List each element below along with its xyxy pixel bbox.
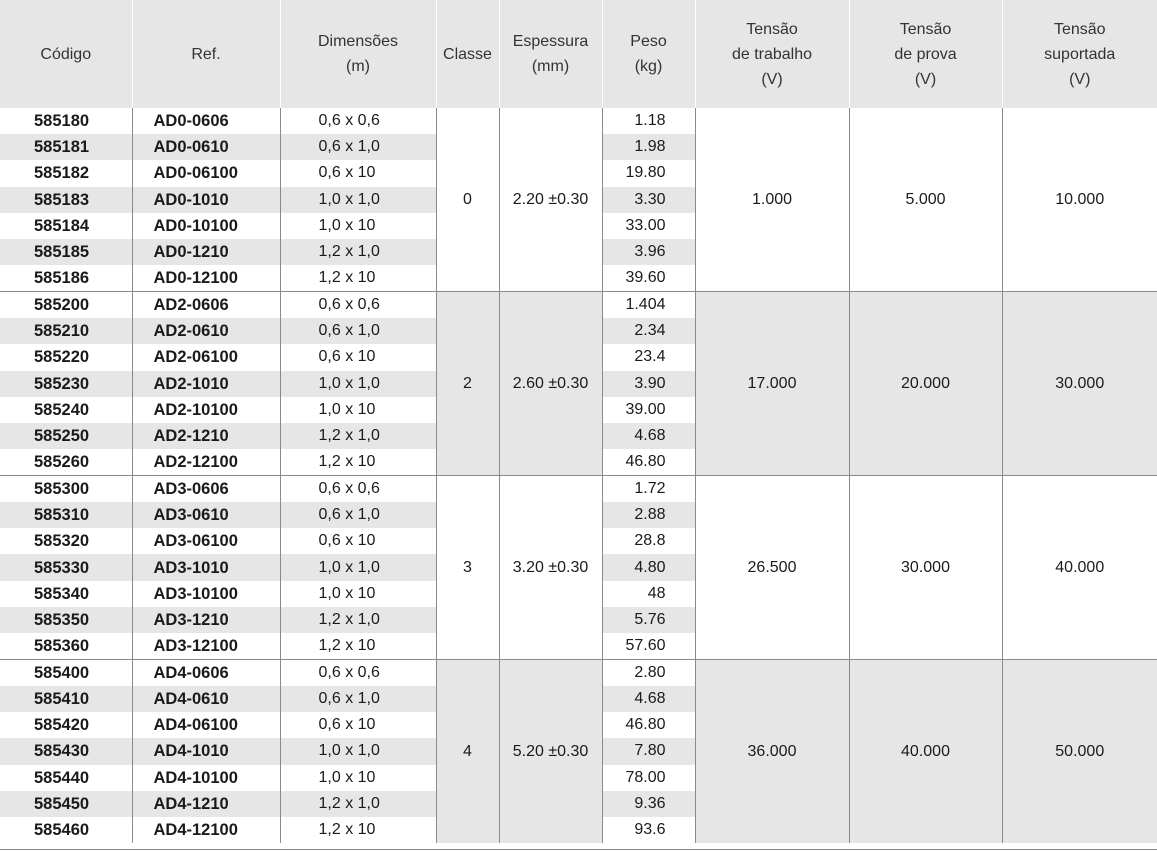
cell-codigo: 585184 <box>0 213 132 239</box>
cell-peso: 46.80 <box>602 712 695 738</box>
cell-espessura: 2.60 ±0.30 <box>499 292 602 476</box>
cell-dimensoes: 1,2 x 10 <box>280 817 436 843</box>
class-group <box>0 108 1157 292</box>
table-row <box>0 108 1157 134</box>
cell-dimensoes: 0,6 x 1,0 <box>280 134 436 160</box>
cell-peso: 4.68 <box>602 686 695 712</box>
cell-dimensoes: 1,0 x 10 <box>280 397 436 423</box>
cell-codigo: 585320 <box>0 528 132 554</box>
cell-ref: AD3-0606 <box>132 476 280 503</box>
cell-tensao-suportada: 40.000 <box>1002 476 1157 660</box>
cell-dimensoes: 1,0 x 10 <box>280 213 436 239</box>
cell-dimensoes: 0,6 x 10 <box>280 528 436 554</box>
cell-dimensoes: 1,2 x 1,0 <box>280 423 436 449</box>
cell-ref: AD3-0610 <box>132 502 280 528</box>
cell-ref: AD4-0610 <box>132 686 280 712</box>
cell-tensao-trabalho: 1.000 <box>695 108 849 292</box>
cell-codigo: 585210 <box>0 318 132 344</box>
cell-codigo: 585186 <box>0 265 132 292</box>
cell-peso: 2.88 <box>602 502 695 528</box>
cell-ref: AD2-06100 <box>132 344 280 370</box>
cell-codigo: 585180 <box>0 108 132 134</box>
cell-codigo: 585200 <box>0 292 132 319</box>
cell-tensao-prova: 40.000 <box>849 660 1002 844</box>
class-group <box>0 292 1157 476</box>
cell-codigo: 585420 <box>0 712 132 738</box>
cell-tensao-trabalho: 26.500 <box>695 476 849 660</box>
cell-ref: AD0-0610 <box>132 134 280 160</box>
cell-dimensoes: 1,2 x 1,0 <box>280 607 436 633</box>
cell-tensao-suportada: 50.000 <box>1002 660 1157 844</box>
cell-dimensoes: 1,2 x 10 <box>280 633 436 660</box>
cell-ref: AD3-10100 <box>132 581 280 607</box>
cell-codigo: 585450 <box>0 791 132 817</box>
header-dimensoes: Dimensões (m) <box>280 0 436 108</box>
cell-codigo: 585185 <box>0 239 132 265</box>
cell-ref: AD0-0606 <box>132 108 280 134</box>
cell-ref: AD3-1210 <box>132 607 280 633</box>
cell-peso: 2.80 <box>602 660 695 687</box>
cell-tensao-prova: 30.000 <box>849 476 1002 660</box>
cell-classe: 0 <box>436 108 499 292</box>
cell-codigo: 585340 <box>0 581 132 607</box>
cell-codigo: 585330 <box>0 554 132 580</box>
cell-codigo: 585181 <box>0 134 132 160</box>
table-row <box>0 660 1157 687</box>
cell-codigo: 585410 <box>0 686 132 712</box>
cell-espessura: 2.20 ±0.30 <box>499 108 602 292</box>
cell-codigo: 585460 <box>0 817 132 843</box>
cell-ref: AD2-10100 <box>132 397 280 423</box>
cell-dimensoes: 1,0 x 10 <box>280 581 436 607</box>
header-tensao-trabalho: Tensão de trabalho (V) <box>695 0 849 108</box>
cell-ref: AD0-1210 <box>132 239 280 265</box>
cell-ref: AD2-0610 <box>132 318 280 344</box>
header-ref: Ref. <box>132 0 280 108</box>
cell-espessura: 5.20 ±0.30 <box>499 660 602 844</box>
cell-classe: 3 <box>436 476 499 660</box>
cell-ref: AD4-1010 <box>132 738 280 764</box>
class-group <box>0 660 1157 844</box>
cell-tensao-suportada: 30.000 <box>1002 292 1157 476</box>
cell-peso: 39.00 <box>602 397 695 423</box>
header-peso: Peso (kg) <box>602 0 695 108</box>
cell-dimensoes: 0,6 x 1,0 <box>280 318 436 344</box>
cell-dimensoes: 1,0 x 1,0 <box>280 738 436 764</box>
cell-peso: 2.34 <box>602 318 695 344</box>
cell-peso: 46.80 <box>602 449 695 476</box>
cell-dimensoes: 0,6 x 0,6 <box>280 108 436 134</box>
cell-ref: AD0-06100 <box>132 160 280 186</box>
cell-ref: AD3-06100 <box>132 528 280 554</box>
cell-dimensoes: 1,2 x 10 <box>280 449 436 476</box>
cell-dimensoes: 0,6 x 10 <box>280 160 436 186</box>
cell-peso: 1.18 <box>602 108 695 134</box>
cell-espessura: 3.20 ±0.30 <box>499 476 602 660</box>
cell-peso: 1.98 <box>602 134 695 160</box>
class-group <box>0 476 1157 660</box>
cell-codigo: 585240 <box>0 397 132 423</box>
cell-ref: AD2-1210 <box>132 423 280 449</box>
cell-ref: AD4-12100 <box>132 817 280 843</box>
cell-dimensoes: 0,6 x 0,6 <box>280 660 436 687</box>
table-bottom-rule <box>0 849 1157 850</box>
cell-codigo: 585220 <box>0 344 132 370</box>
table-row <box>0 292 1157 319</box>
cell-peso: 7.80 <box>602 738 695 764</box>
cell-tensao-suportada: 10.000 <box>1002 108 1157 292</box>
table-row <box>0 476 1157 503</box>
cell-codigo: 585400 <box>0 660 132 687</box>
cell-codigo: 585183 <box>0 187 132 213</box>
cell-codigo: 585182 <box>0 160 132 186</box>
cell-peso: 5.76 <box>602 607 695 633</box>
cell-dimensoes: 1,2 x 1,0 <box>280 239 436 265</box>
cell-dimensoes: 0,6 x 1,0 <box>280 686 436 712</box>
cell-peso: 3.96 <box>602 239 695 265</box>
cell-tensao-trabalho: 36.000 <box>695 660 849 844</box>
cell-ref: AD2-1010 <box>132 371 280 397</box>
header-classe: Classe <box>436 0 499 108</box>
cell-codigo: 585430 <box>0 738 132 764</box>
cell-classe: 4 <box>436 660 499 844</box>
cell-ref: AD3-1010 <box>132 554 280 580</box>
cell-peso: 57.60 <box>602 633 695 660</box>
cell-peso: 1.72 <box>602 476 695 503</box>
cell-peso: 1.404 <box>602 292 695 319</box>
cell-peso: 3.30 <box>602 187 695 213</box>
cell-codigo: 585440 <box>0 765 132 791</box>
cell-dimensoes: 0,6 x 0,6 <box>280 292 436 319</box>
cell-dimensoes: 1,2 x 10 <box>280 265 436 292</box>
cell-ref: AD4-1210 <box>132 791 280 817</box>
cell-dimensoes: 0,6 x 10 <box>280 712 436 738</box>
cell-peso: 93.6 <box>602 817 695 843</box>
cell-peso: 23.4 <box>602 344 695 370</box>
cell-ref: AD2-0606 <box>132 292 280 319</box>
cell-ref: AD4-0606 <box>132 660 280 687</box>
cell-dimensoes: 1,0 x 1,0 <box>280 554 436 580</box>
cell-ref: AD0-1010 <box>132 187 280 213</box>
cell-codigo: 585310 <box>0 502 132 528</box>
cell-dimensoes: 0,6 x 1,0 <box>280 502 436 528</box>
cell-codigo: 585300 <box>0 476 132 503</box>
header-codigo: Código <box>0 0 132 108</box>
cell-codigo: 585260 <box>0 449 132 476</box>
cell-classe: 2 <box>436 292 499 476</box>
cell-codigo: 585350 <box>0 607 132 633</box>
cell-peso: 3.90 <box>602 371 695 397</box>
cell-dimensoes: 1,0 x 10 <box>280 765 436 791</box>
cell-ref: AD0-12100 <box>132 265 280 292</box>
cell-tensao-prova: 5.000 <box>849 108 1002 292</box>
cell-peso: 33.00 <box>602 213 695 239</box>
cell-ref: AD4-10100 <box>132 765 280 791</box>
cell-dimensoes: 1,0 x 1,0 <box>280 187 436 213</box>
cell-dimensoes: 0,6 x 0,6 <box>280 476 436 503</box>
cell-tensao-trabalho: 17.000 <box>695 292 849 476</box>
cell-dimensoes: 0,6 x 10 <box>280 344 436 370</box>
table-header <box>0 0 1157 108</box>
cell-codigo: 585230 <box>0 371 132 397</box>
header-tensao-prova: Tensão de prova (V) <box>849 0 1002 108</box>
cell-ref: AD3-12100 <box>132 633 280 660</box>
cell-peso: 28.8 <box>602 528 695 554</box>
cell-ref: AD2-12100 <box>132 449 280 476</box>
cell-codigo: 585360 <box>0 633 132 660</box>
cell-codigo: 585250 <box>0 423 132 449</box>
cell-peso: 4.68 <box>602 423 695 449</box>
cell-peso: 48 <box>602 581 695 607</box>
cell-ref: AD4-06100 <box>132 712 280 738</box>
cell-peso: 78.00 <box>602 765 695 791</box>
cell-peso: 19.80 <box>602 160 695 186</box>
cell-dimensoes: 1,2 x 1,0 <box>280 791 436 817</box>
cell-peso: 39.60 <box>602 265 695 292</box>
cell-peso: 9.36 <box>602 791 695 817</box>
cell-dimensoes: 1,0 x 1,0 <box>280 371 436 397</box>
cell-peso: 4.80 <box>602 554 695 580</box>
cell-ref: AD0-10100 <box>132 213 280 239</box>
header-tensao-suportada: Tensão suportada (V) <box>1002 0 1157 108</box>
header-espessura: Espessura (mm) <box>499 0 602 108</box>
cell-tensao-prova: 20.000 <box>849 292 1002 476</box>
